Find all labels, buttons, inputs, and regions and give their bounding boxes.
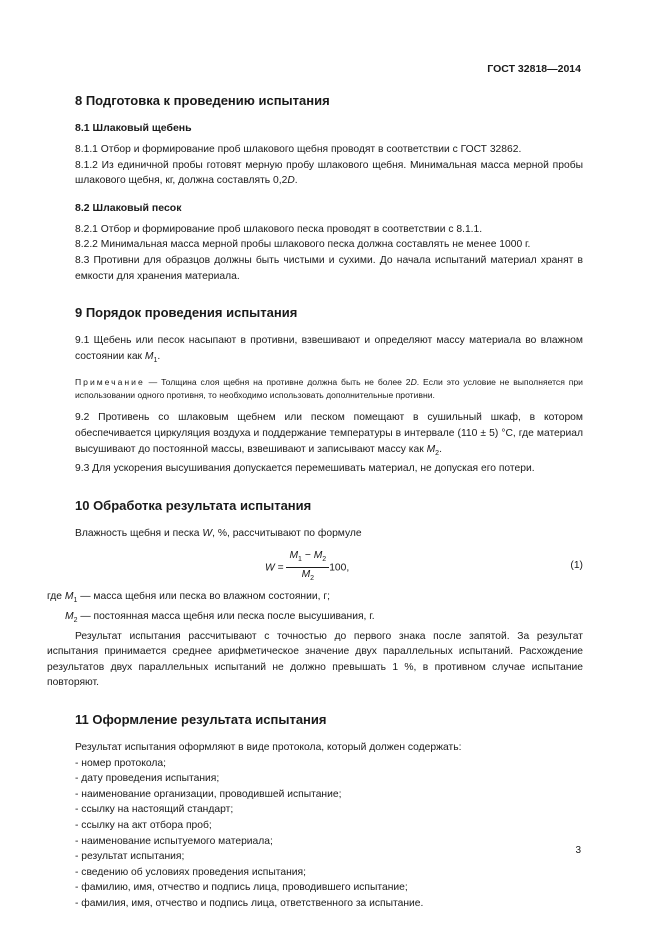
- list-item: - сведению об условиях проведения испытания;: [75, 866, 306, 878]
- paragraph-9-1: [75, 333, 583, 368]
- paragraph-8-1-2-text: 8.1.2 Из единичной пробы готовят мерную пробу шлакового щебня. Минимальная масса мерной пробы шлакового щебня, кг, должна составлять 0,2: [75, 159, 583, 187]
- subscript: 1: [153, 356, 158, 364]
- equals-sign: =: [274, 562, 287, 574]
- paragraph-8-1-1: [75, 142, 583, 158]
- numerator: [286, 549, 329, 568]
- paragraph-8-1-1-text: 8.1.1 Отбор и формирование проб шлакового щебня проводят в соответствии с ГОСТ 32862.: [75, 144, 522, 155]
- standard-number: ГОСТ 32818—2014: [487, 63, 581, 75]
- subsection-8-2-title: 8.2 Шлаковый песок: [75, 201, 182, 214]
- list-item: - фамилию, имя, отчество и подпись лица, проводившего испытание;: [75, 882, 408, 894]
- subscript: 2: [435, 449, 440, 457]
- paragraph-8-1-2: [75, 158, 583, 189]
- section-10-title: 10 Обработка результата испытания: [75, 497, 312, 513]
- formula-tail: 100,: [329, 562, 350, 574]
- section-9: [75, 304, 583, 477]
- section-10: [47, 497, 583, 691]
- period: .: [294, 175, 298, 187]
- where-m2-text: — постоянная масса щебня или песка после высушивания, г.: [77, 611, 375, 623]
- list-item: - фамилия, имя, отчество и подпись лица, ответственного за испытание.: [75, 898, 424, 909]
- section-11: [75, 711, 583, 912]
- subscript: 2: [73, 617, 78, 625]
- paragraph-9-1-text: 9.1 Щебень или песок насыпают в противни, взвешивают и определяют массу материала во влажном состоянии как: [75, 335, 583, 362]
- note-text-end: . Если это условие не выполняется при использовании одного противня, то необходимо использовать дополнительные противни.: [75, 377, 583, 401]
- formula-1: [75, 549, 583, 583]
- list-item: - наименование организации, проводившей испытание;: [75, 788, 342, 800]
- protocol-intro: Результат испытания оформляют в виде протокола, который должен содержать:: [75, 742, 462, 754]
- note: [75, 376, 583, 402]
- denominator: [286, 568, 329, 586]
- symbol-d: D: [287, 175, 295, 187]
- subscript: 1: [73, 597, 78, 605]
- paragraph-9-2: [75, 410, 583, 461]
- list-item: - результат испытания;: [75, 851, 185, 863]
- note-label: Примечание: [75, 377, 145, 388]
- where-m1: [47, 589, 583, 609]
- section-8-title: 8 Подготовка к проведению испытания: [75, 93, 330, 108]
- period: .: [439, 443, 442, 455]
- note-text: — Толщина слоя щебня на противне должна быть не более 2: [144, 377, 411, 388]
- subsection-8-1-title: 8.1 Шлаковый щебень: [75, 122, 192, 134]
- list-item: - номер протокола;: [75, 757, 166, 769]
- intro-text-end: , %, рассчитывают по формуле: [212, 527, 362, 539]
- symbol-m1: M: [64, 591, 74, 603]
- where-m2: [65, 609, 583, 629]
- where-m1-text: — масса щебня или песка во влажном состоянии, г;: [77, 591, 330, 603]
- symbol-m: M: [426, 443, 436, 455]
- section-11-title: 11 Оформление результата испытания: [75, 712, 327, 728]
- list-item: - наименование испытуемого материала;: [75, 835, 273, 847]
- where-label: где: [47, 591, 65, 603]
- subscript: 2: [310, 575, 315, 583]
- page-number: 3: [575, 845, 581, 856]
- list-item: - ссылку на акт отбора проб;: [75, 820, 212, 832]
- paragraph-8-3: 8.3 Противни для образцов должны быть чистыми и сухими. До начала испытаний материал хранят в емкости для хранения материала.: [75, 254, 583, 282]
- page-content: [47, 92, 583, 932]
- paragraph-8-2-2: 8.2.2 Минимальная масса мерной пробы шлакового песка должна составлять не менее 1000 г.: [75, 239, 531, 251]
- result-paragraph: Результат испытания рассчитывают с точностью до первого знака после запятой. За результат испытания принимается среднее арифметическое значение двух параллельных испытаний. Расхождение результатов двух параллельных испытаний не должно превышать 1 %, в противном случае испытание повторяют.: [47, 630, 583, 689]
- fraction: [286, 549, 329, 586]
- formula-number: (1): [570, 560, 583, 572]
- symbol-m2: M: [301, 569, 311, 581]
- intro-text: Влажность щебня и песка: [75, 527, 203, 539]
- symbol-m: M: [144, 350, 154, 362]
- symbol-d: D: [410, 377, 417, 388]
- formula-intro: [75, 526, 583, 542]
- symbol-m1: M: [289, 550, 299, 562]
- paragraph-8-2-1: 8.2.1 Отбор и формирование проб шлакового песка проводят в соответствии с 8.1.1.: [75, 223, 483, 235]
- minus-sign: −: [301, 550, 314, 562]
- list-item: - ссылку на настоящий стандарт;: [75, 804, 234, 816]
- symbol-w: W: [202, 527, 213, 539]
- period: .: [157, 350, 161, 362]
- paragraph-9-3: 9.3 Для ускорения высушивания допускается перемешивать материал, не допуская его потери.: [75, 463, 535, 475]
- subscript: 2: [322, 556, 327, 564]
- symbol-m2: M: [313, 550, 323, 562]
- section-8: [75, 92, 583, 284]
- list-item: - дату проведения испытания;: [75, 773, 220, 785]
- formula-expression: [265, 549, 349, 586]
- symbol-m2: M: [65, 611, 74, 623]
- symbol-w: W: [265, 562, 275, 574]
- section-9-title: 9 Порядок проведения испытания: [75, 305, 298, 321]
- subscript: 1: [298, 556, 302, 564]
- paragraph-9-2-text: 9.2 Противень со шлаковым щебнем или песком помещают в сушильный шкаф, в котором обеспечивается циркуляция воздуха и поддержание температуры в интервале (110 ± 5) °С, где материал высушивают до постоянной массы, взвешивают и записывают массу как: [75, 412, 583, 455]
